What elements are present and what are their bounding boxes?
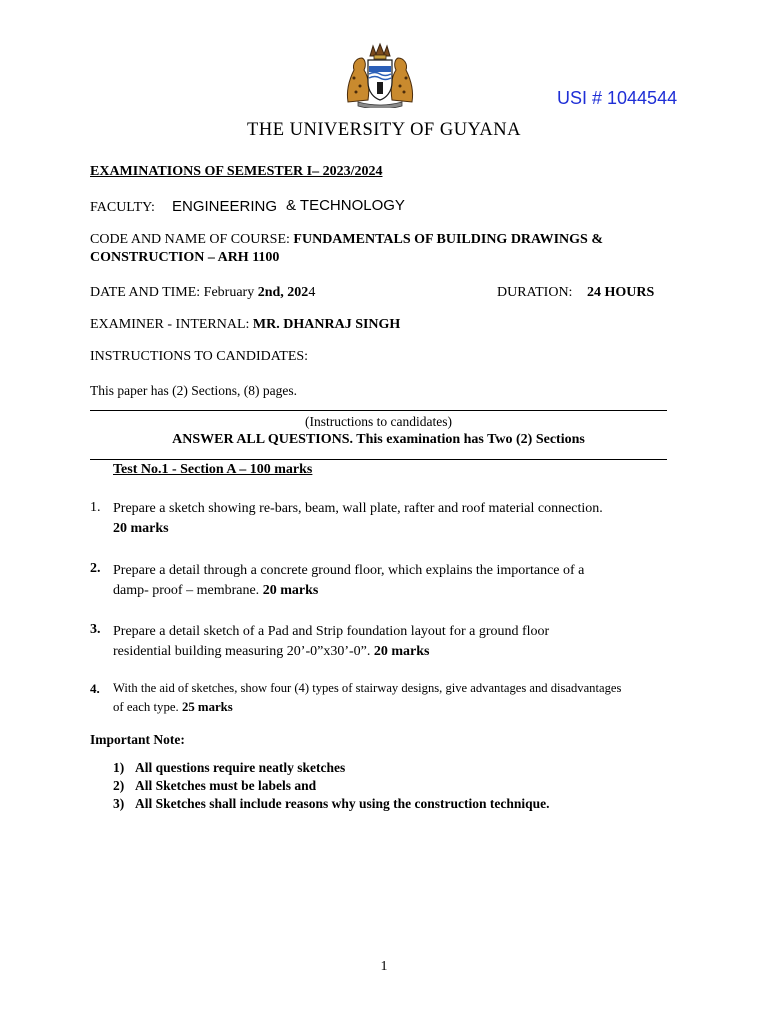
question-marks: 20 marks xyxy=(262,583,319,598)
question-number: 2. xyxy=(90,561,101,576)
question-marks: 20 marks xyxy=(113,521,169,536)
note-number: 2) xyxy=(113,778,125,793)
duration-label: DURATION: xyxy=(497,285,573,300)
note-item xyxy=(113,796,550,812)
note-text: All questions require neatly sketches xyxy=(135,760,346,775)
note-item xyxy=(113,760,345,776)
date-label: DATE AND TIME: February xyxy=(90,285,258,300)
instructions-box-line-2: ANSWER ALL QUESTIONS. This examination has Two (2) Sections xyxy=(172,432,585,447)
question-number: 3. xyxy=(90,622,101,637)
university-title: THE UNIVERSITY OF GUYANA xyxy=(247,120,521,140)
note-number: 1) xyxy=(113,760,125,775)
faculty-value-technology: & TECHNOLOGY xyxy=(286,197,405,214)
instructions-heading: INSTRUCTIONS TO CANDIDATES: xyxy=(90,349,309,364)
question-text-continued xyxy=(113,642,430,662)
duration-value: 24 HOURS xyxy=(587,285,655,300)
note-number: 3) xyxy=(113,796,125,811)
course-line-2: CONSTRUCTION – ARH 1100 xyxy=(90,250,280,265)
note-text: All Sketches shall include reasons why using the construction technique. xyxy=(135,796,550,811)
usi-number: USI # 1044544 xyxy=(557,88,678,108)
date-value-tail: 4 xyxy=(308,285,316,300)
examiner-label: EXAMINER - INTERNAL: xyxy=(90,317,253,332)
question-text-line-2: of each type. xyxy=(113,700,182,714)
course-name: FUNDAMENTALS OF BUILDING DRAWINGS & xyxy=(293,232,604,247)
faculty-value-engineering: ENGINEERING xyxy=(172,198,278,215)
question-text: Prepare a sketch showing re-bars, beam, wall plate, rafter and roof material connection. xyxy=(113,501,603,516)
question-text: Prepare a detail sketch of a Pad and Strip foundation layout for a ground floor xyxy=(113,624,550,639)
question-number: 4. xyxy=(90,681,100,696)
course-line-1 xyxy=(90,232,603,248)
university-crest xyxy=(340,42,420,108)
bottom-divider xyxy=(90,459,667,460)
examiner xyxy=(90,317,400,333)
top-divider xyxy=(90,410,667,411)
examiner-name: MR. DHANRAJ SINGH xyxy=(252,317,401,332)
question-text: Prepare a detail through a concrete ground floor, which explains the importance of a xyxy=(113,563,585,578)
note-text: All Sketches must be labels and xyxy=(135,778,317,793)
question-marks: 25 marks xyxy=(181,700,233,714)
page-number: 1 xyxy=(380,959,388,974)
paper-info: This paper has (2) Sections, (8) pages. xyxy=(90,383,297,398)
instructions-box-line-1: (Instructions to candidates) xyxy=(305,414,452,429)
question-text-line-2: damp- proof – membrane. xyxy=(113,583,263,598)
course-label: CODE AND NAME OF COURSE: xyxy=(90,232,294,247)
question-text: With the aid of sketches, show four (4) types of stairway designs, give advantages and disadvantages xyxy=(113,681,622,695)
question-number: 1. xyxy=(90,500,101,515)
question-text-line-2: residential building measuring 20’-0”x30’-0”. xyxy=(113,644,374,659)
exam-title: EXAMINATIONS OF SEMESTER I– 2023/2024 xyxy=(90,164,383,179)
date-time xyxy=(90,285,315,301)
question-text-continued xyxy=(113,581,318,601)
note-item xyxy=(113,778,316,794)
date-value: 2nd, 202 xyxy=(257,285,309,300)
question-marks: 20 marks xyxy=(373,644,430,659)
important-note-heading: Important Note: xyxy=(90,732,185,747)
question-text-continued xyxy=(113,698,233,717)
section-title: Test No.1 - Section A – 100 marks xyxy=(113,462,313,477)
faculty-label: FACULTY: xyxy=(90,200,155,215)
